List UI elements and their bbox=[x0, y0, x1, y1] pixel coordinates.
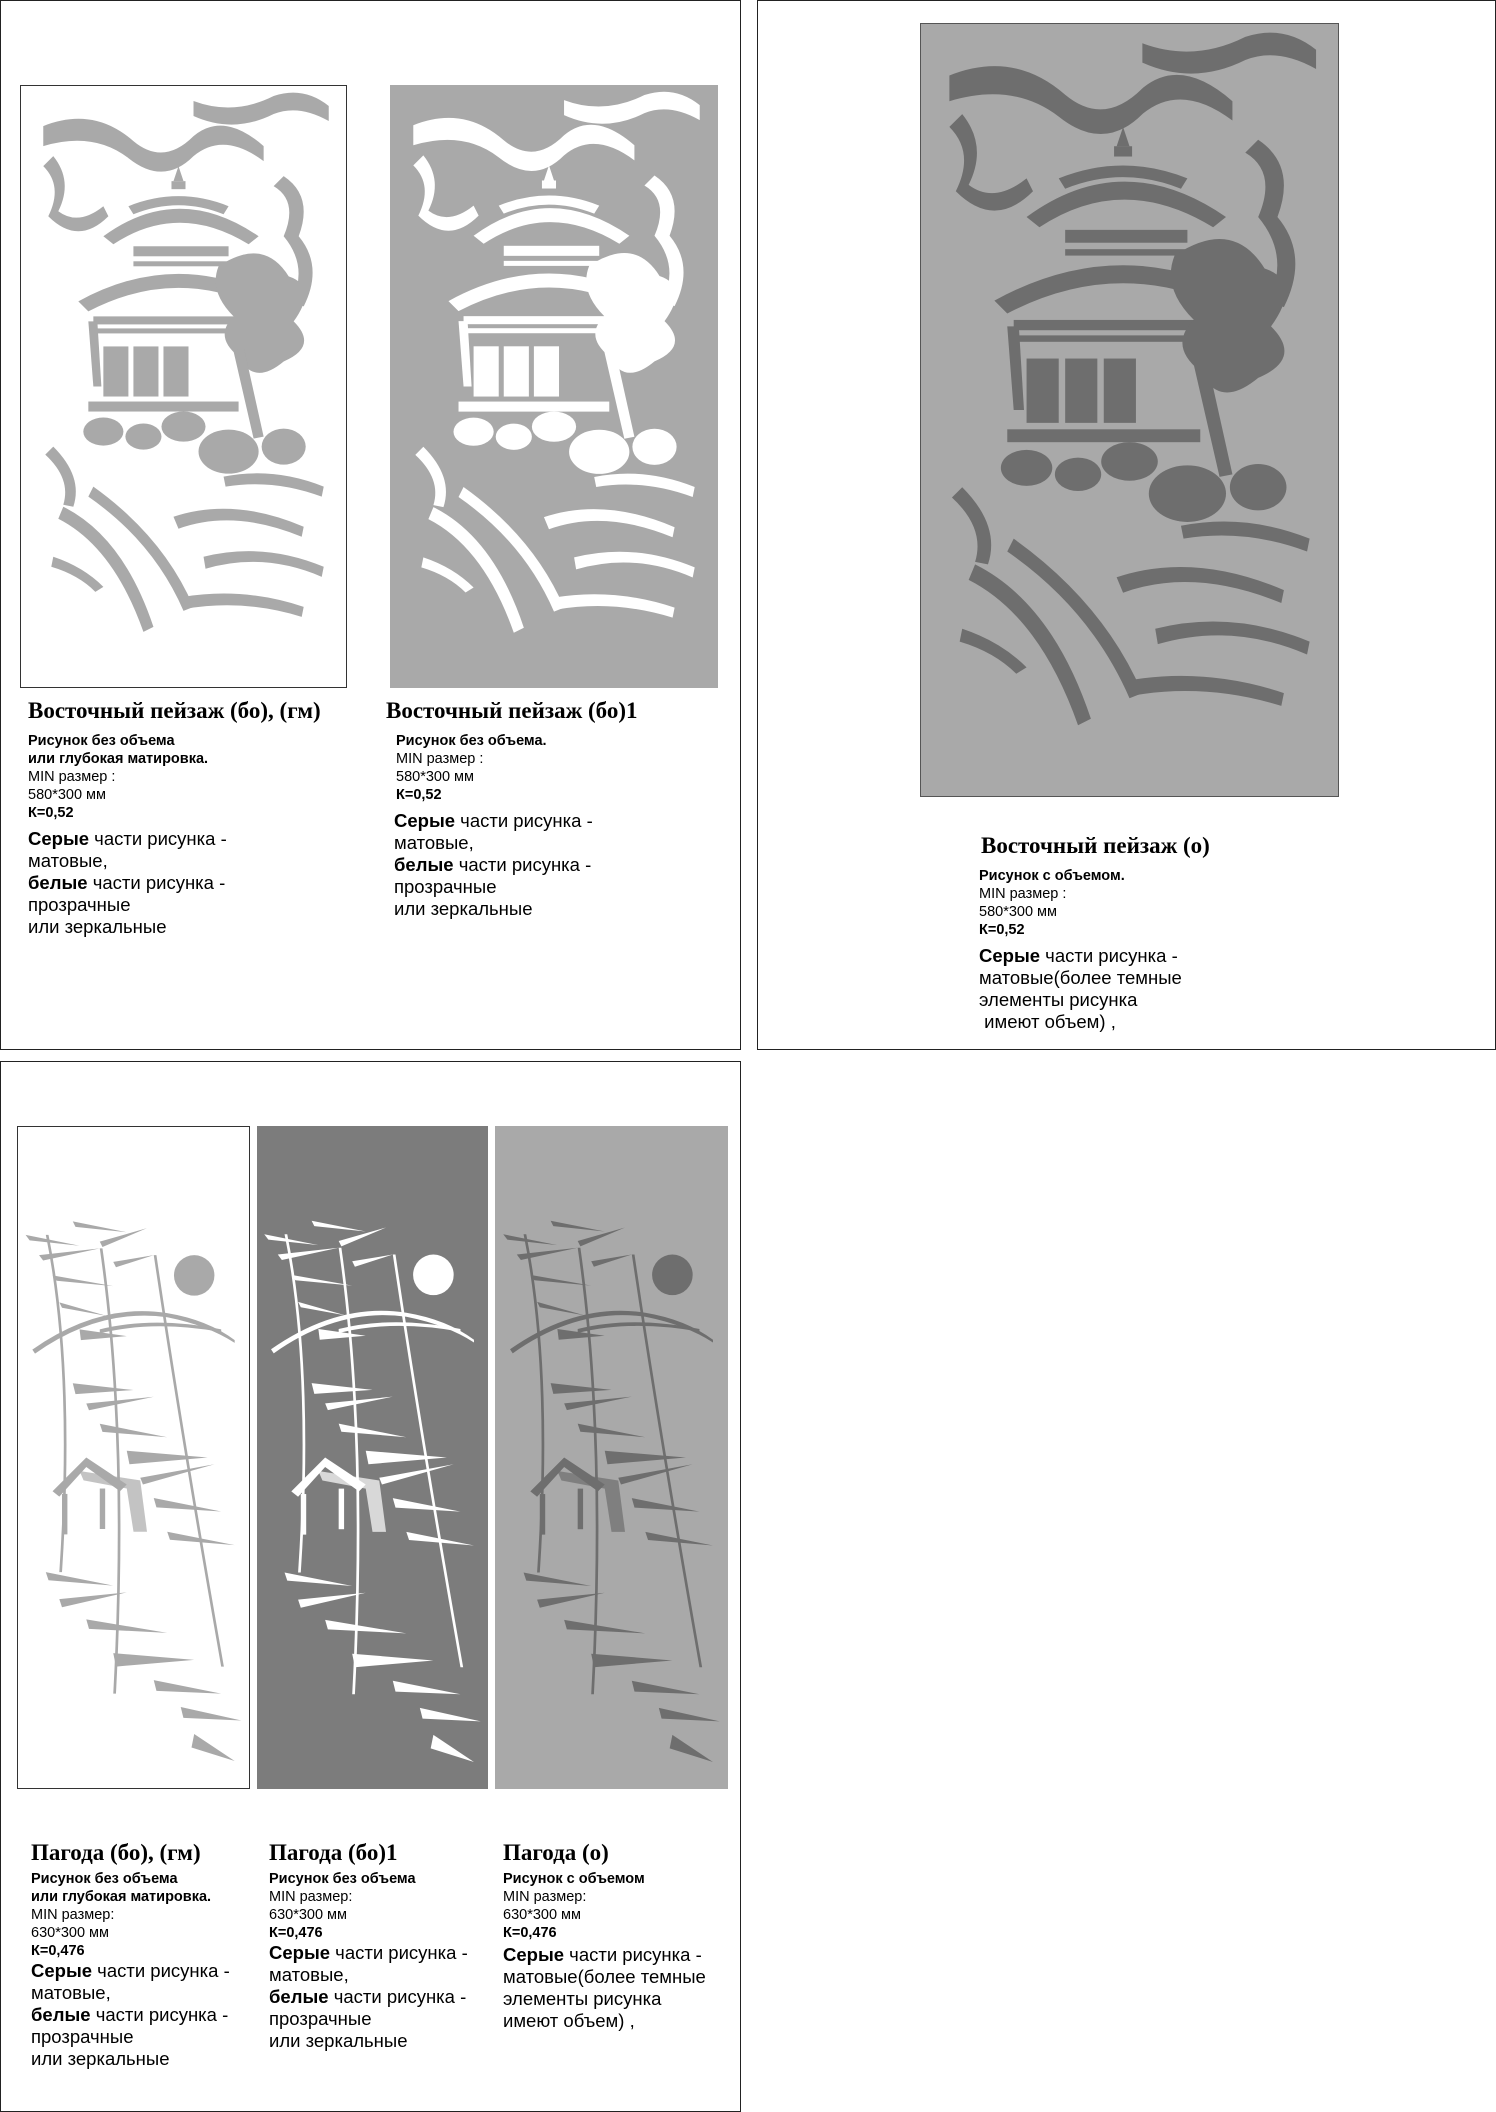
subtitle-line: Рисунок без объема bbox=[31, 1871, 178, 1887]
desc-text: прозрачные bbox=[269, 2008, 372, 2029]
desc-text: части рисунка - bbox=[328, 1986, 467, 2007]
desc-text: части рисунка - bbox=[1040, 945, 1178, 966]
bamboo-artwork bbox=[495, 1126, 728, 1789]
description bbox=[503, 1944, 706, 2032]
desc-bold-word: белые bbox=[31, 2004, 91, 2025]
desc-text: или зеркальные bbox=[269, 2030, 408, 2051]
desc-bold-word: Серые bbox=[979, 945, 1041, 966]
desc-text: части рисунка - bbox=[90, 2004, 229, 2025]
desc-text: части рисунка - bbox=[87, 872, 226, 893]
desc-text: или зеркальные bbox=[394, 898, 533, 919]
desc-text: или зеркальные bbox=[31, 2048, 170, 2069]
min-size-label: MIN размер: bbox=[269, 1889, 353, 1905]
product-title: Пагода (бо)1 bbox=[269, 1840, 398, 1865]
description bbox=[269, 1942, 468, 2052]
desc-text: матовые, bbox=[28, 850, 108, 871]
artwork-panel-volume bbox=[920, 23, 1339, 797]
k-coefficient: К=0,52 bbox=[28, 805, 74, 821]
size-value: 580*300 мм bbox=[979, 904, 1057, 920]
desc-bold-word: Серые bbox=[394, 810, 456, 831]
size-value: 580*300 мм bbox=[28, 787, 106, 803]
desc-text: части рисунка - bbox=[89, 828, 227, 849]
description bbox=[979, 945, 1210, 1033]
min-size-label: MIN размер : bbox=[396, 751, 484, 767]
k-coefficient: К=0,52 bbox=[979, 922, 1025, 938]
subtitle-line: Рисунок без объема bbox=[28, 733, 175, 749]
desc-text: элементы рисунка bbox=[979, 989, 1138, 1010]
desc-text: имеют объем) , bbox=[503, 2010, 635, 2031]
k-coefficient: К=0,476 bbox=[31, 1943, 85, 1959]
subtitle-line: Рисунок с объемом bbox=[503, 1871, 645, 1887]
desc-bold-word: Серые bbox=[31, 1960, 93, 1981]
description bbox=[28, 828, 321, 938]
min-size-label: MIN размер : bbox=[28, 769, 116, 785]
k-coefficient: К=0,52 bbox=[396, 787, 442, 803]
desc-text: части рисунка - bbox=[330, 1942, 468, 1963]
desc-text: матовые, bbox=[394, 832, 474, 853]
desc-bold-word: Серые bbox=[28, 828, 90, 849]
sheet-eastern-landscape-o bbox=[757, 0, 1496, 1050]
caption-item1 bbox=[979, 833, 1210, 1033]
product-title: Восточный пейзаж (о) bbox=[981, 833, 1210, 858]
desc-text: части рисунка - bbox=[455, 810, 593, 831]
product-title: Восточный пейзаж (бо), (гм) bbox=[28, 698, 321, 723]
desc-text: матовые, bbox=[269, 1964, 349, 1985]
desc-bold-word: белые bbox=[28, 872, 88, 893]
desc-text: прозрачные bbox=[394, 876, 497, 897]
desc-bold-word: Серые bbox=[503, 1944, 565, 1965]
landscape-artwork bbox=[21, 86, 346, 687]
desc-text: части рисунка - bbox=[453, 854, 592, 875]
min-size-label: MIN размер: bbox=[31, 1907, 115, 1923]
desc-text: матовые, bbox=[31, 1982, 111, 2003]
sheet-pagoda bbox=[0, 1061, 741, 2112]
product-title: Восточный пейзаж (бо)1 bbox=[386, 698, 638, 723]
sheet-eastern-landscape-bo bbox=[0, 0, 741, 1050]
size-value: 580*300 мм bbox=[396, 769, 474, 785]
desc-bold-word: Серые bbox=[269, 1942, 331, 1963]
bamboo-artwork bbox=[257, 1126, 488, 1789]
landscape-artwork bbox=[921, 24, 1338, 796]
desc-bold-word: белые bbox=[394, 854, 454, 875]
description bbox=[394, 810, 638, 920]
caption-item2 bbox=[386, 698, 638, 920]
size-value: 630*300 мм bbox=[31, 1925, 109, 1941]
size-value: 630*300 мм bbox=[503, 1907, 581, 1923]
desc-text: элементы рисунка bbox=[503, 1988, 662, 2009]
caption-item3 bbox=[503, 1840, 706, 2032]
desc-bold-word: белые bbox=[269, 1986, 329, 2007]
artwork-panel-white bbox=[20, 85, 347, 688]
caption-item1 bbox=[28, 698, 321, 938]
artwork-panel-dark bbox=[257, 1126, 488, 1789]
subtitle-line: Рисунок без объема. bbox=[396, 733, 547, 749]
subtitle-line: или глубокая матировка. bbox=[28, 751, 209, 767]
desc-text: прозрачные bbox=[28, 894, 131, 915]
description bbox=[31, 1960, 230, 2070]
desc-text: имеют объем) , bbox=[979, 1011, 1116, 1032]
product-title: Пагода (о) bbox=[503, 1840, 609, 1865]
caption-item1 bbox=[31, 1840, 230, 2070]
desc-text: матовые(более темные bbox=[979, 967, 1182, 988]
subtitle-line: или глубокая матировка. bbox=[31, 1889, 212, 1905]
artwork-panel-volume bbox=[495, 1126, 728, 1789]
min-size-label: MIN размер : bbox=[979, 886, 1067, 902]
k-coefficient: К=0,476 bbox=[503, 1925, 557, 1941]
subtitle-line: Рисунок без объема bbox=[269, 1871, 416, 1887]
min-size-label: MIN размер: bbox=[503, 1889, 587, 1905]
desc-text: матовые(более темные bbox=[503, 1966, 706, 1987]
size-value: 630*300 мм bbox=[269, 1907, 347, 1923]
artwork-panel-white bbox=[17, 1126, 250, 1789]
subtitle-line: Рисунок с объемом. bbox=[979, 868, 1125, 884]
desc-text: части рисунка - bbox=[564, 1944, 702, 1965]
desc-text: части рисунка - bbox=[92, 1960, 230, 1981]
k-coefficient: К=0,476 bbox=[269, 1925, 323, 1941]
product-title: Пагода (бо), (гм) bbox=[31, 1840, 201, 1865]
landscape-artwork bbox=[390, 85, 718, 688]
bamboo-artwork bbox=[18, 1127, 249, 1788]
caption-item2 bbox=[269, 1840, 468, 2052]
desc-text: прозрачные bbox=[31, 2026, 134, 2047]
desc-text: или зеркальные bbox=[28, 916, 167, 937]
artwork-panel-gray bbox=[390, 85, 718, 688]
